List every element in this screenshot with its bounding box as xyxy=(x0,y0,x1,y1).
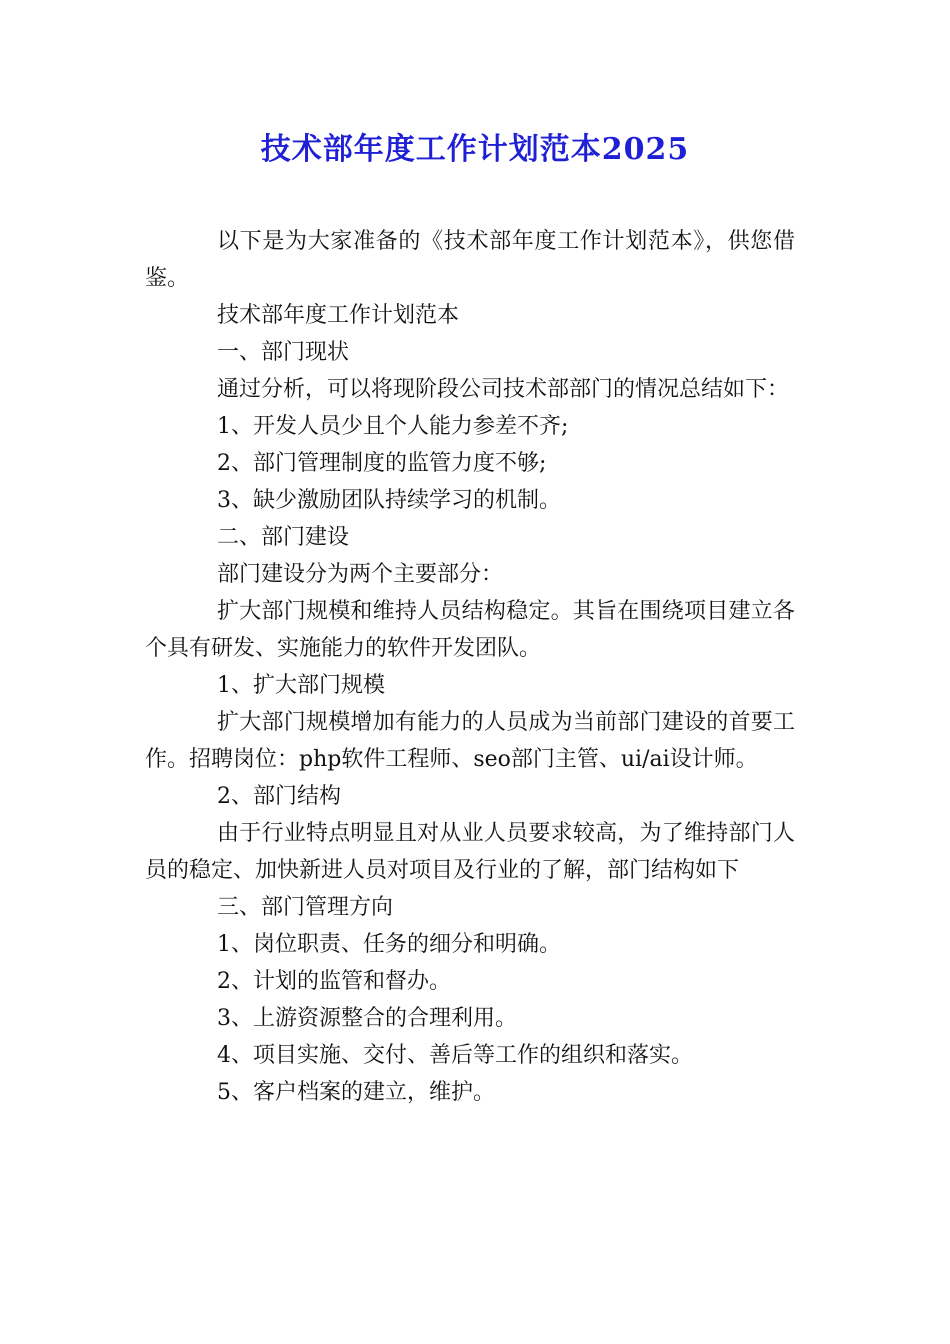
document-body xyxy=(145,223,795,1111)
list-item: 1、开发人员少且个人能力参差不齐; xyxy=(217,414,569,439)
subtitle-paragraph: 技术部年度工作计划范本 xyxy=(217,303,460,328)
body-paragraph: 扩大部门规模增加有能力的人员成为当前部门建设的首要工作。招聘岗位：php软件工程师、seo部门主管、ui/ai设计师。 xyxy=(145,710,795,772)
list-item: 1、岗位职责、任务的细分和明确。 xyxy=(217,932,561,957)
sub-heading: 1、扩大部门规模 xyxy=(217,673,385,698)
list-item: 2、部门管理制度的监管力度不够; xyxy=(217,451,547,476)
body-paragraph: 通过分析，可以将现阶段公司技术部部门的情况总结如下： xyxy=(217,377,790,402)
intro-paragraph: 以下是为大家准备的《技术部年度工作计划范本》，供您借鉴。 xyxy=(145,229,795,291)
list-item: 4、项目实施、交付、善后等工作的组织和落实。 xyxy=(217,1043,693,1068)
list-item: 3、缺少激励团队持续学习的机制。 xyxy=(217,488,561,513)
sub-heading: 2、部门结构 xyxy=(217,784,341,809)
body-paragraph: 扩大部门规模和维持人员结构稳定。其旨在围绕项目建立各个具有研发、实施能力的软件开发团队。 xyxy=(145,599,795,661)
section-heading-2: 二、部门建设 xyxy=(217,525,350,550)
list-item: 2、计划的监管和督办。 xyxy=(217,969,451,994)
list-item: 5、客户档案的建立，维护。 xyxy=(217,1080,495,1105)
document-title: 技术部年度工作计划范本2025 xyxy=(260,132,690,167)
body-paragraph: 由于行业特点明显且对从业人员要求较高，为了维持部门人员的稳定、加快新进人员对项目及行业的了解，部门结构如下 xyxy=(145,821,795,883)
section-heading-3: 三、部门管理方向 xyxy=(217,895,394,920)
body-paragraph: 部门建设分为两个主要部分： xyxy=(217,562,504,587)
section-heading-1: 一、部门现状 xyxy=(217,340,350,365)
list-item: 3、上游资源整合的合理利用。 xyxy=(217,1006,517,1031)
